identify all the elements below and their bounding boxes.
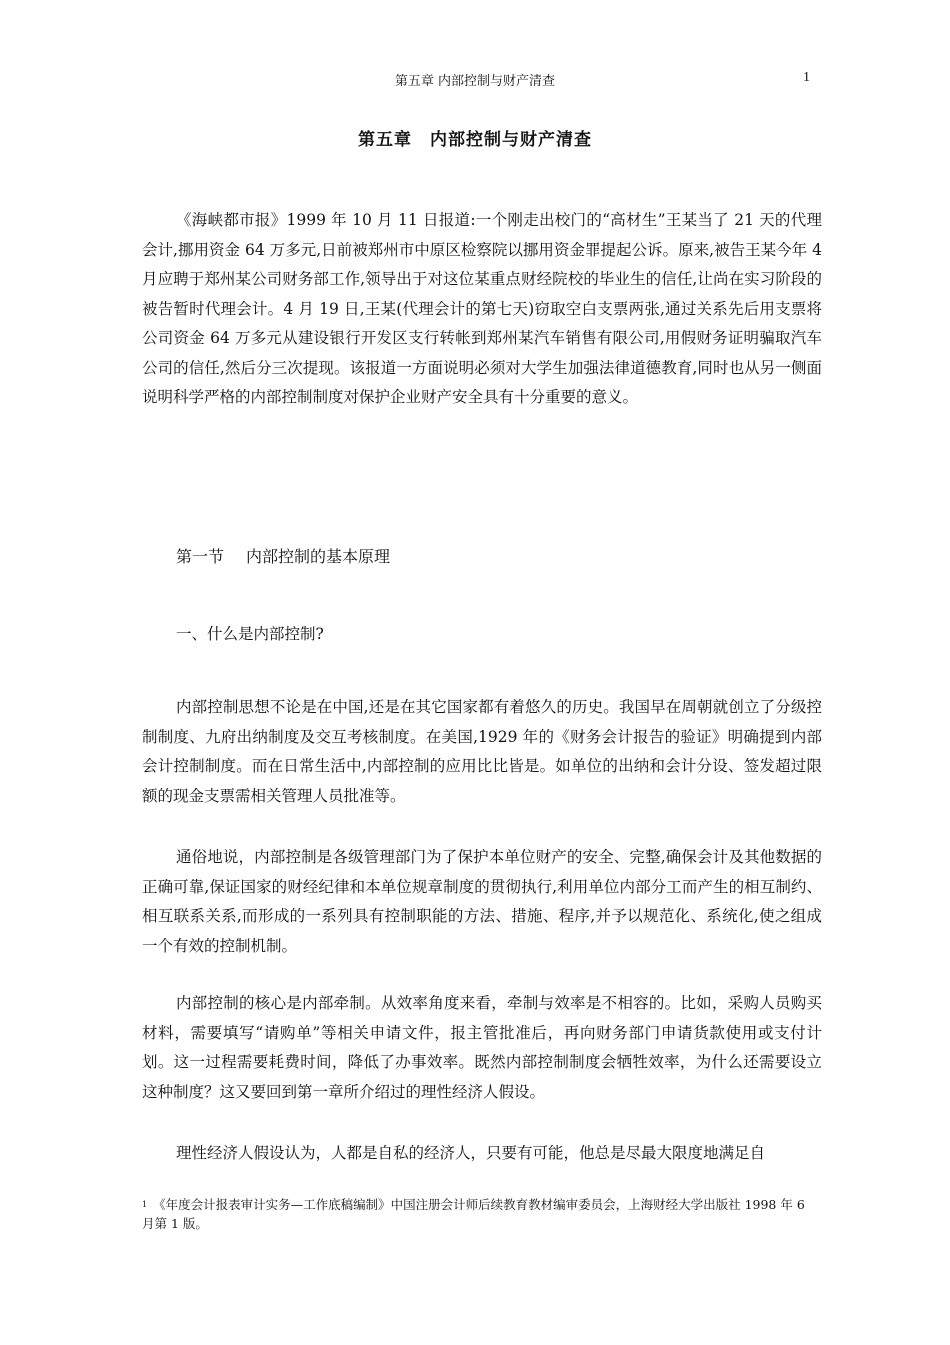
footnote xyxy=(142,1195,814,1233)
section-title: 内部控制的基本原理 xyxy=(246,547,391,566)
section-heading xyxy=(176,544,390,567)
page-number: 1 xyxy=(803,70,810,85)
footnote-text: 《年度会计报表审计实务—工作底稿编制》中国注册会计师后续教育教材编审委员会，上海财经大学出版社 1998 年 6 月第 1 版。 xyxy=(142,1197,805,1231)
body-paragraph: 理性经济人假设认为，人都是自私的经济人，只要有可能，他总是尽最大限度地满足自 xyxy=(176,1144,766,1162)
body-paragraph: 内部控制的核心是内部牵制。从效率角度来看，牵制与效率是不相容的。比如，采购人员购买材料，需要填写“请购单”等相关申请文件，报主管批准后，再向财务部门申请货款使用或支付计划。这一过程需要耗费时间，降低了办事效率。既然内部控制制度会牺牲效率，为什么还需要设立这种制度？这又要回到第一章所介绍过的理性经济人假设。 xyxy=(142,994,822,1101)
body-paragraph: 通俗地说，内部控制是各级管理部门为了保护本单位财产的安全、完整,确保会计及其他数据的正确可靠,保证国家的财经纪律和本单位规章制度的贯彻执行,利用单位内部分工而产生的相互制约、相互联系关系,而形成的一系列具有控制职能的方法、措施、程序,并予以规范化、系统化,使之组成一个有效的控制机制。 xyxy=(142,848,822,955)
section-number: 第一节 xyxy=(176,547,225,566)
body-paragraph: 内部控制思想不论是在中国,还是在其它国家都有着悠久的历史。我国早在周朝就创立了分级控制制度、九府出纳制度及交互考核制度。在美国,1929 年的《财务会计报告的验证》明确提到内部会计控制制度。而在日常生活中,内部控制的应用比比皆是。如单位的出纳和会计分设、签发超过限额的现金支票需相关管理人员批准等。 xyxy=(142,698,822,805)
footnote-marker: 1 xyxy=(142,1200,148,1209)
chapter-title: 第五章 内部控制与财产清查 xyxy=(358,130,592,150)
intro-paragraph: 《海峡都市报》1999 年 10 月 11 日报道:一个刚走出校门的“高材生”王某当了 21 天的代理会计,挪用资金 64 万多元,日前被郑州市中原区检察院以挪用资金罪提起公诉。原来,被告王某今年 4 月应聘于郑州某公司财务部工作,领导出于对这位某重点财经院校的毕业生的信任,让尚在实习阶段的被告暂时代理会计。4 月 19 日,王某(代理会计的第七天)窃取空白支票两张,通过关系先后用支票将公司资金 64 万多元从建设银行开发区支行转帐到郑州某汽车销售有限公司,用假财务证明骗取汽车公司的信任,然后分三次提现。该报道一方面说明必须对大学生加强法律道德教育,同时也从另一侧面说明科学严格的内部控制制度对保护企业财产安全具有十分重要的意义。 xyxy=(142,211,822,406)
subsection-heading: 一、什么是内部控制? xyxy=(176,625,324,643)
running-header: 第五章 内部控制与财产清查 xyxy=(394,74,556,89)
